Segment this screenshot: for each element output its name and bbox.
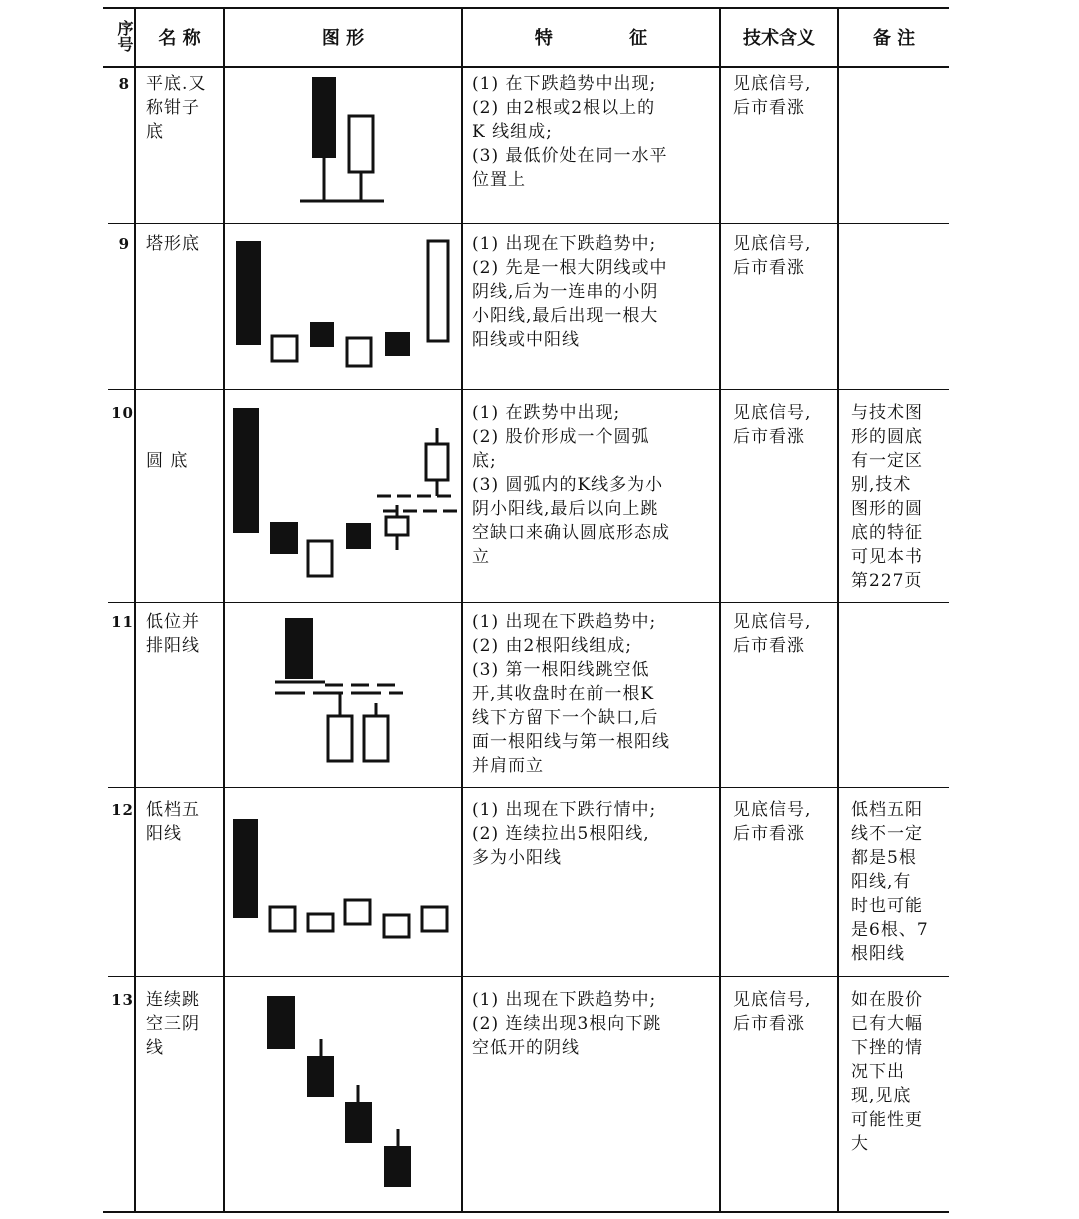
name-line: 低位并 [146,612,200,632]
meaning-line: 后市看涨 [733,427,805,447]
feature-line: 空低开的阴线 [472,1038,580,1058]
feature-line: (1) 在跌势中出现; [472,403,621,423]
row-number: 9 [118,235,130,253]
remark-line: 与技术图 [851,403,923,423]
bearish-candle [270,522,298,554]
bearish-candle [285,618,313,679]
header-features: 特 征 [534,28,648,49]
candlestick-figure-low-five-bullish [225,788,461,976]
row-number: 8 [118,75,130,93]
candlestick-figure-three-gap-down-bearish [225,977,461,1211]
bullish-candle [349,116,373,172]
remark-line: 是6根、7 [851,920,929,940]
pattern-name [146,401,188,521]
remarks [851,988,923,1156]
pattern-name [146,232,200,256]
technical-meaning [733,72,811,120]
candlestick-figure-low-parallel-bullish [225,603,461,787]
name-line: 排阳线 [146,636,200,656]
column-divider [719,7,721,1213]
header-meaning: 技术含义 [743,28,815,49]
feature-line: 线下方留下一个缺口,后 [472,708,659,728]
name-line: 底 [146,122,164,142]
meaning-line: 见底信号, [733,403,812,423]
feature-line: 并肩而立 [472,756,544,776]
bearish-candle [307,1056,334,1097]
bullish-candle [347,338,371,366]
technical-meaning [733,988,811,1036]
feature-line: (1) 出现在下跌行情中; [472,800,657,820]
bullish-candle [308,914,333,931]
meaning-line: 见底信号, [733,612,812,632]
meaning-line: 后市看涨 [733,98,805,118]
row-number: 10 [111,404,134,422]
table-top-rule [103,7,949,9]
technical-meaning [733,401,811,449]
remarks [851,798,929,966]
bearish-candle [233,408,259,533]
feature-line: (2) 股价形成一个圆弧 [472,427,650,447]
pattern-features [472,72,667,192]
feature-line: (3) 第一根阳线跳空低 [472,660,650,680]
pattern-name [146,798,200,846]
bullish-candle [428,241,448,341]
remark-line: 根阳线 [851,944,905,964]
name-line: 连续跳 [146,990,200,1010]
header-notes: 备 注 [872,28,916,49]
feature-line: (1) 出现在下跌趋势中; [472,990,657,1010]
feature-line: 底; [472,451,497,471]
technical-meaning [733,610,811,658]
meaning-line: 后市看涨 [733,636,805,656]
name-line: 低档五 [146,800,200,820]
bullish-candle [422,907,447,931]
feature-line: 多为小阳线 [472,848,562,868]
meaning-line: 见底信号, [733,990,812,1010]
remark-line: 线不一定 [851,824,923,844]
column-divider [134,7,136,1213]
feature-line: 阳线或中阳线 [472,330,580,350]
feature-line: (2) 连续出现3根向下跳 [472,1014,662,1034]
feature-line: (3) 圆弧内的K线多为小 [472,475,664,495]
remark-line: 底的特征 [851,523,923,543]
feature-line: (1) 出现在下跌趋势中; [472,234,657,254]
bearish-candle [345,1102,372,1143]
remark-line: 别,技术 [851,475,912,495]
candlestick-figure-tower-bottom [225,224,461,389]
pattern-features [472,610,670,778]
technical-meaning [733,232,811,280]
pattern-name [146,72,206,144]
candlestick-figure-flat-bottom [225,68,461,223]
feature-line: (1) 出现在下跌趋势中; [472,612,657,632]
pattern-features [472,401,670,569]
feature-line: 开,其收盘时在前一根K [472,684,655,704]
feature-line: 空缺口来确认圆底形态成 [472,523,670,543]
remark-line: 况下出 [851,1062,905,1082]
remark-line: 现,见底 [851,1086,912,1106]
feature-line: (3) 最低价处在同一水平 [472,146,668,166]
name-line: 圆 底 [146,451,189,471]
remark-line: 都是5根 [851,848,917,868]
technical-meaning [733,798,811,846]
bullish-candle [364,716,388,761]
meaning-line: 后市看涨 [733,258,805,278]
bearish-candle [346,523,371,549]
feature-line: 立 [472,547,490,567]
pattern-name [146,610,200,658]
feature-line: 阴小阳线,最后以向上跳 [472,499,659,519]
meaning-line: 见底信号, [733,74,812,94]
row-number: 13 [111,991,134,1009]
bearish-candle [267,996,295,1049]
bullish-candle [386,517,408,535]
remark-line: 大 [851,1134,869,1154]
meaning-line: 后市看涨 [733,1014,805,1034]
remark-line: 时也可能 [851,896,923,916]
remark-line: 已有大幅 [851,1014,923,1034]
header-name: 名 称 [158,28,201,49]
row-number: 12 [111,801,134,819]
header-seq: 序号 [115,20,134,52]
bullish-candle [270,907,295,931]
remark-line: 图形的圆 [851,499,923,519]
name-line: 空三阴 [146,1014,200,1034]
name-line: 阳线 [146,824,182,844]
pattern-name [146,988,200,1060]
meaning-line: 见底信号, [733,234,812,254]
feature-line: (1) 在下跌趋势中出现; [472,74,657,94]
feature-line: K 线组成; [472,122,553,142]
name-line: 称钳子 [146,98,200,118]
feature-line: 阴线,后为一连串的小阴 [472,282,659,302]
feature-line: (2) 由2根阳线组成; [472,636,633,656]
feature-line: 小阳线,最后出现一根大 [472,306,659,326]
meaning-line: 见底信号, [733,800,812,820]
remark-line: 有一定区 [851,451,923,471]
bearish-candle [312,77,336,158]
remark-line: 阳线,有 [851,872,912,892]
candlestick-figure-round-bottom [225,390,461,602]
row-number: 11 [111,613,134,631]
meaning-line: 后市看涨 [733,824,805,844]
bearish-candle [384,1146,411,1187]
name-line: 平底.又 [146,74,207,94]
remark-line: 下挫的情 [851,1038,923,1058]
bullish-candle [345,900,370,924]
pattern-features [472,798,656,870]
bullish-candle [272,336,297,361]
name-line: 线 [146,1038,164,1058]
remark-line: 可能性更 [851,1110,923,1130]
feature-line: (2) 由2根或2根以上的 [472,98,656,118]
feature-line: 面一根阳线与第一根阳线 [472,732,670,752]
bullish-candle [328,716,352,761]
bearish-candle [385,332,410,356]
column-divider [461,7,463,1213]
remark-line: 如在股价 [851,990,923,1010]
remark-line: 低档五阳 [851,800,923,820]
name-line: 塔形底 [146,234,200,254]
bearish-candle [233,819,258,918]
bullish-candle [426,444,448,480]
bearish-candle [310,322,334,347]
remark-line: 形的圆底 [851,427,923,447]
remarks [851,401,923,593]
feature-line: (2) 连续拉出5根阳线, [472,824,650,844]
pattern-features [472,232,667,352]
feature-line: 位置上 [472,170,526,190]
feature-line: (2) 先是一根大阴线或中 [472,258,668,278]
table-bottom-rule [103,1211,949,1213]
bullish-candle [308,541,332,576]
pattern-features [472,988,661,1060]
remark-line: 可见本书 [851,547,923,567]
column-divider [837,7,839,1213]
bullish-candle [384,915,409,937]
remark-line: 第227页 [851,571,923,591]
header-figure: 图 形 [321,28,365,49]
bearish-candle [236,241,261,345]
